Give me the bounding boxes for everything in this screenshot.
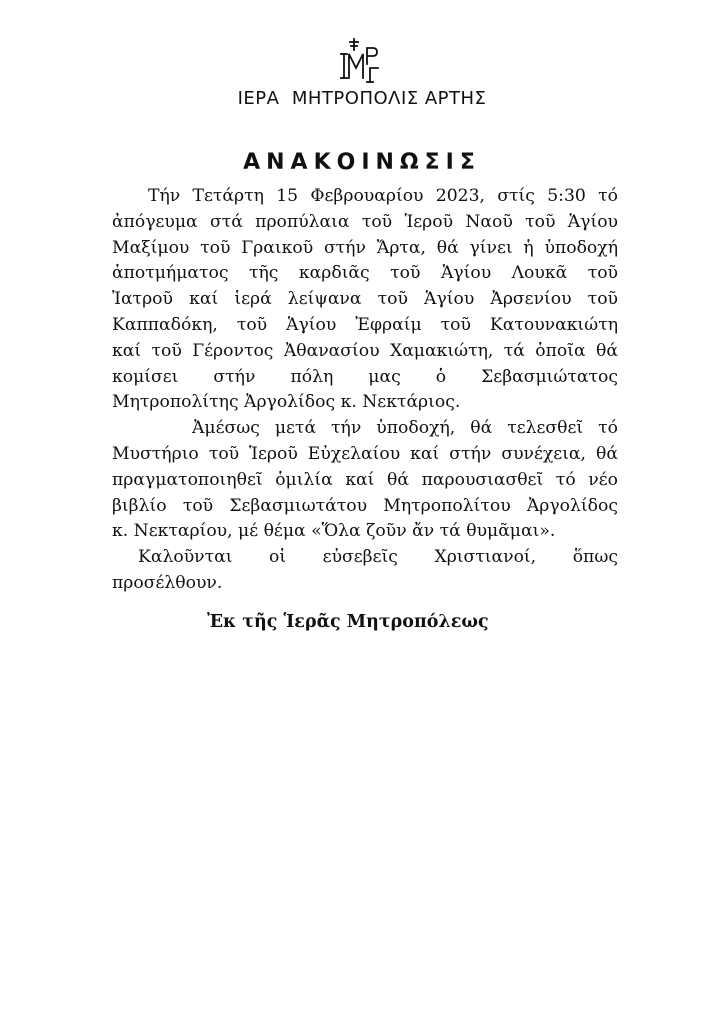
- body-line: Καππαδόκη, τοῦ Ἁγίου Ἐφραίμ τοῦ Κατουνακιώτη: [112, 314, 618, 335]
- body-line: καί τοῦ Γέροντος Ἀθανασίου Χαμακιώτη, τά ὁποῖα θά: [112, 340, 618, 361]
- body-line: ἀπόγευμα στά προπύλαια τοῦ Ἱεροῦ Ναοῦ τοῦ Ἁγίου: [112, 211, 618, 232]
- body-line: Καλοῦνται οἱ εὐσεβεῖς Χριστιανοί, ὅπως: [138, 547, 618, 568]
- body-line: Μαξίμου τοῦ Γραικοῦ στήν Ἄρτα, θά γίνει ἡ ὑποδοχή: [112, 237, 618, 258]
- body-line: πραγματοποιηθεῖ ὁμιλία καί θά παρουσιασθεῖ τό νέο: [112, 469, 618, 490]
- body-line: Μητροπολίτης Ἀργολίδος κ. Νεκτάριος.: [112, 392, 461, 413]
- body-line: προσέλθουν.: [112, 572, 223, 593]
- signature: Ἐκ τῆς Ἱερᾶς Μητροπόλεως: [207, 612, 489, 632]
- metropolis-monogram-icon: [340, 38, 384, 84]
- announcement-body: [112, 184, 618, 597]
- body-line: Ἰατροῦ καί ἱερά λείψανα τοῦ Ἁγίου Ἀρσενίου τοῦ: [112, 289, 618, 310]
- body-line: ἀποτμήματος τῆς καρδιᾶς τοῦ Ἁγίου Λουκᾶ τοῦ: [112, 263, 618, 284]
- announcement-title: ΑΝΑΚΟΙΝΩΣΙΣ: [243, 150, 481, 175]
- metropolis-header: ΙΕΡΑ ΜΗΤΡΟΠΟΛΙΣ ΑΡΤΗΣ: [237, 88, 487, 109]
- body-line: Μυστήριο τοῦ Ἱεροῦ Εὐχελαίου καί στήν συνέχεια, θά: [112, 443, 618, 464]
- body-line: βιβλίο τοῦ Σεβασμιωτάτου Μητροπολίτου Ἀργολίδος: [112, 495, 618, 516]
- body-line: κ. Νεκταρίου, μέ θέμα «Ὅλα ζοῦν ἄν τά θυμᾶμαι».: [112, 521, 556, 542]
- body-line: Τήν Τετάρτη 15 Φεβρουαρίου 2023, στίς 5:30 τό: [148, 186, 618, 206]
- body-line: Ἀμέσως μετά τήν ὑποδοχή, θά τελεσθεῖ τό: [192, 418, 618, 439]
- body-line: κομίσει στήν πόλη μας ὁ Σεβασμιώτατος: [112, 366, 618, 387]
